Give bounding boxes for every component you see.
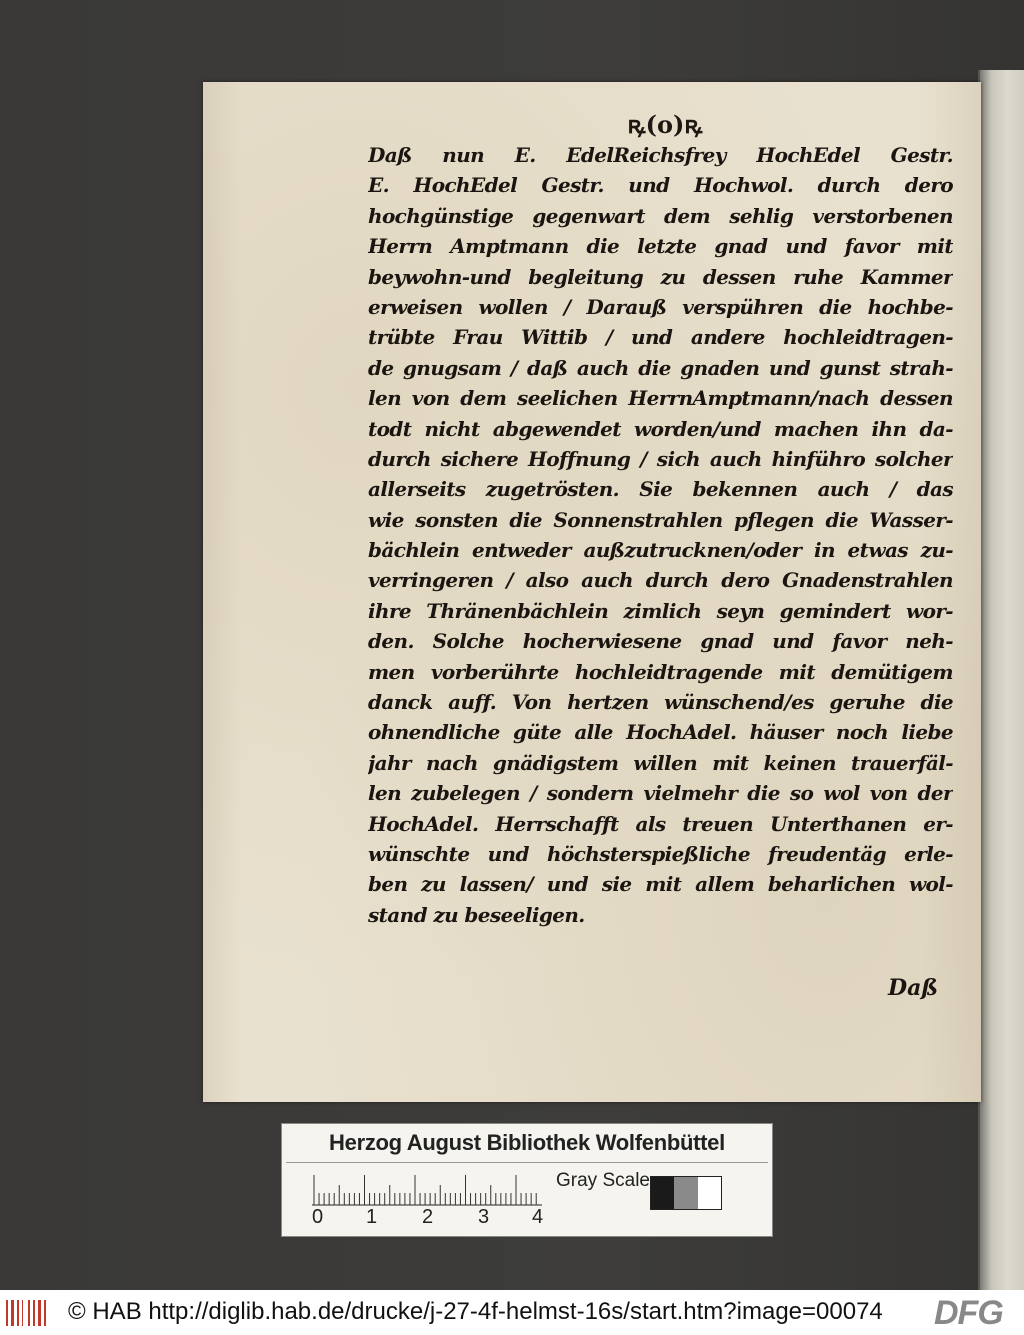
text-line: ben zu lassen/ und sie mit allem beharlichen wol-	[368, 872, 953, 897]
text-line: men vorberührte hochleidtragende mit demütigem	[368, 659, 953, 684]
text-line: Daß nun E. EdelReichsfrey HochEdel Gestr.	[368, 143, 953, 167]
text-line: jahr nach gnädigstem willen mit keinen trauerfäl-	[368, 750, 953, 775]
ruler-number: 1	[366, 1206, 378, 1228]
text-line: danck auff. Von hertzen wünschend/es geruhe die	[368, 690, 953, 715]
barcode-bar	[17, 1300, 19, 1326]
catchword: Daß	[888, 975, 939, 1001]
text-line: ohnendliche güte alle HochAdel. häuser noch liebe	[368, 720, 953, 745]
text-line: wünschte und höchsterspießliche freudentäg erle-	[368, 841, 953, 866]
text-line: hochgünstige gegenwart dem sehlig verstorbenen	[368, 203, 953, 228]
footer-url[interactable]: © HAB http://diglib.hab.de/drucke/j-27-4f-helmst-16s/start.htm?image=00074	[68, 1298, 883, 1325]
barcode-bar	[28, 1300, 30, 1326]
gray-swatch-white	[698, 1177, 721, 1209]
barcode-bar	[38, 1300, 41, 1326]
barcode-bar	[11, 1300, 14, 1326]
footer-bar	[0, 1290, 1024, 1335]
gray-swatch-mid	[674, 1177, 697, 1209]
page-header: ꝶ(o)ꝶ	[627, 110, 703, 139]
ruler-scale	[312, 1172, 542, 1206]
library-label	[281, 1123, 773, 1237]
text-line: den. Solche hocherwiesene gnad und favor neh-	[368, 629, 953, 654]
ruler-number: 0	[312, 1206, 324, 1228]
text-line: verringeren / also auch durch dero Gnadenstrahlen	[368, 568, 953, 593]
barcode-bar	[6, 1300, 8, 1326]
library-name: Herzog August Bibliothek Wolfenbüttel	[329, 1130, 725, 1155]
text-line: E. HochEdel Gestr. und Hochwol. durch dero	[368, 173, 953, 198]
barcode-bar	[22, 1300, 23, 1326]
text-line: allerseits zugetrösten. Sie bekennen auch / das	[368, 477, 953, 502]
dfg-logo: DFG	[934, 1294, 1003, 1332]
text-line: todt nicht abgewendet worden/und machen ihn da-	[368, 416, 953, 441]
text-line: erweisen wollen / Darauß verspühren die hochbe-	[368, 294, 953, 319]
barcode-bar	[44, 1300, 46, 1326]
text-line: Herrn Amptmann die letzte gnad und favor mit	[368, 234, 953, 259]
text-line: wie sonsten die Sonnenstrahlen pflegen die Wasser-	[368, 507, 953, 532]
adjacent-page-edge	[978, 70, 1024, 1290]
ruler-number: 3	[478, 1206, 490, 1228]
barcode-bar	[33, 1300, 35, 1326]
label-divider	[286, 1162, 768, 1163]
ruler-numbers	[312, 1206, 552, 1230]
ruler-number: 4	[532, 1206, 544, 1228]
text-line: durch sichere Hoffnung / sich auch hinführo solcher	[368, 446, 953, 471]
page-text	[368, 140, 953, 930]
ruler-number: 2	[422, 1206, 434, 1228]
text-line: de gnugsam / daß auch die gnaden und gunst strah-	[368, 355, 953, 380]
text-line: bächlein entweder außzutrucknen/oder in etwas zu-	[368, 538, 953, 563]
text-line: HochAdel. Herrschafft als treuen Unterthanen er-	[368, 811, 953, 836]
text-line: stand zu beseeligen.	[368, 902, 585, 927]
hab-barcode-icon	[6, 1298, 50, 1328]
text-line: len zubelegen / sondern vielmehr die so wol von der	[368, 781, 953, 806]
gray-scale-swatch	[650, 1176, 722, 1210]
text-line: ihre Thränenbächlein zimlich seyn gemindert wor-	[368, 598, 953, 623]
text-line: trübte Frau Wittib / und andere hochleidtragen-	[368, 325, 953, 350]
gray-swatch-black	[651, 1177, 674, 1209]
text-line: beywohn-und begleitung zu dessen ruhe Kammer	[368, 264, 953, 289]
text-line: len von dem seelichen HerrnAmptmann/nach dessen	[368, 386, 953, 411]
gray-scale-label: Gray Scale	[556, 1170, 650, 1191]
